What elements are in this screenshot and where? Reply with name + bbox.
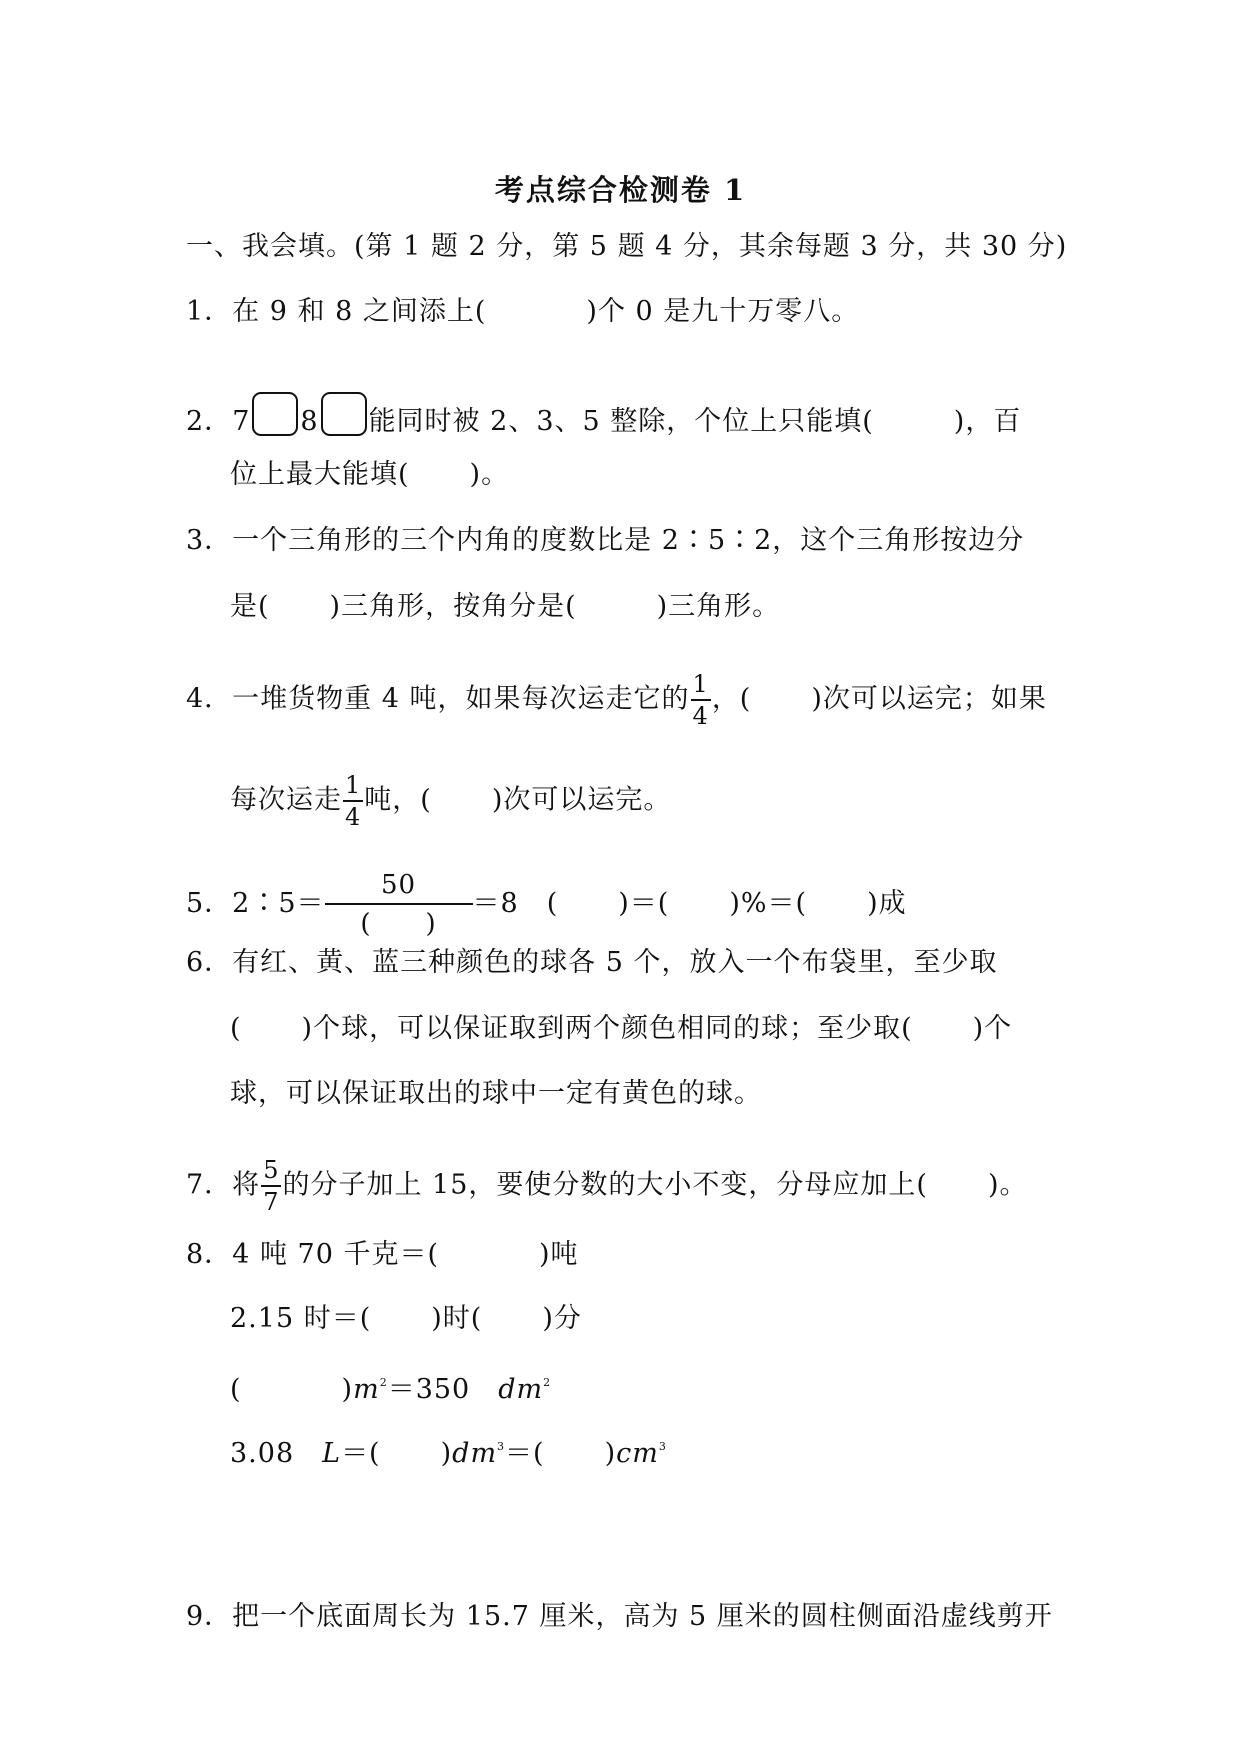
question-8-line-3 bbox=[230, 1366, 551, 1407]
q5-eq3: )%＝( bbox=[729, 888, 808, 919]
q8-l3-sup-2: 2 bbox=[543, 1376, 552, 1389]
q5-pre: 5．2∶5＝ bbox=[186, 888, 325, 919]
q2-digit-8: 8 bbox=[300, 406, 319, 437]
q3-line2-post: )三角形。 bbox=[656, 591, 781, 622]
question-2 bbox=[186, 392, 1021, 439]
question-1 bbox=[186, 295, 859, 329]
q2-number: 2． bbox=[186, 406, 233, 437]
q4-fraction-1-den: 4 bbox=[692, 702, 709, 730]
page-title: 考点综合检测卷 1 bbox=[494, 173, 747, 207]
q4-fraction-2 bbox=[343, 773, 363, 829]
question-6-line-2 bbox=[230, 1012, 1012, 1046]
q8-l4-close-paren-2: ) bbox=[604, 1438, 617, 1469]
q8-l4-unit-dm: dm bbox=[452, 1438, 498, 1469]
q8-l4-mid2: ＝( bbox=[505, 1438, 545, 1469]
q7-fraction bbox=[261, 1158, 281, 1214]
q1-text-pre: 1．在 9 和 8 之间添上( bbox=[186, 296, 487, 327]
question-2-line-2 bbox=[230, 458, 509, 492]
question-5 bbox=[186, 872, 907, 937]
q4-line2-mid: 吨，( bbox=[364, 784, 432, 816]
q8-l4-unit-l: L bbox=[322, 1438, 342, 1469]
q5-eq2: )＝( bbox=[618, 888, 670, 919]
q8-l3-mid: ＝350 bbox=[387, 1374, 499, 1405]
q4-line1-mid: ，( bbox=[711, 683, 752, 715]
q8-l4-sup-2: 3 bbox=[658, 1440, 667, 1453]
section-heading: 一、我会填。(第 1 题 2 分，第 5 题 4 分，其余每题 3 分，共 30 分) bbox=[186, 231, 1068, 262]
q6-line2-pre: ( bbox=[230, 1013, 242, 1044]
q8-l4-pre: 3.08 bbox=[230, 1438, 323, 1469]
q2-line2-post: )。 bbox=[469, 459, 510, 490]
q8-l2-post: )分 bbox=[542, 1303, 582, 1334]
q7-fraction-num: 5 bbox=[263, 1156, 280, 1184]
q3-line2-pre: 是( bbox=[230, 591, 270, 622]
fraction-bar bbox=[343, 800, 363, 802]
q5-fraction-num: 50 bbox=[381, 870, 417, 900]
q4-fraction-2-den: 4 bbox=[345, 803, 362, 831]
q2-line2-pre: 位上最大能填( bbox=[230, 459, 410, 490]
question-8-line-4 bbox=[230, 1430, 667, 1471]
q4-fraction-2-num: 1 bbox=[345, 771, 362, 799]
q7-post: )。 bbox=[987, 1169, 1028, 1201]
fraction-bar bbox=[325, 903, 473, 905]
question-3: 3．一个三角形的三个内角的度数比是 2∶5∶2，这个三角形按边分 bbox=[186, 525, 1025, 556]
q8-l3-sup-1: 2 bbox=[379, 1376, 388, 1389]
q5-eq4: )成 bbox=[867, 888, 907, 919]
question-6: 6．有红、黄、蓝三种颜色的球各 5 个，放入一个布袋里，至少取 bbox=[186, 947, 998, 978]
q5-fraction-den-blank[interactable]: ( ) bbox=[360, 909, 437, 939]
q2-text-end: )，百 bbox=[953, 406, 1022, 437]
q4-line2-post: )次可以运完。 bbox=[491, 784, 672, 816]
q2-text: 能同时被 2、3、5 整除，个位上只能填( bbox=[368, 406, 874, 437]
q8-l4-unit-cm: cm bbox=[616, 1438, 659, 1469]
q8-l4-mid1: ＝( bbox=[341, 1438, 381, 1469]
question-7 bbox=[186, 1158, 1028, 1214]
q2-hundreds-box[interactable] bbox=[252, 392, 298, 436]
q6-line2-post: )个 bbox=[972, 1013, 1013, 1044]
q4-line1-post: )次可以运完；如果 bbox=[811, 683, 1047, 715]
question-4-line-2 bbox=[230, 773, 671, 829]
q5-fraction bbox=[325, 872, 473, 937]
question-9: 9．把一个底面周长为 15.7 厘米，高为 5 厘米的圆柱侧面沿虚线剪开 bbox=[186, 1601, 1053, 1632]
q4-line1-pre: 4．一堆货物重 4 吨，如果每次运走它的 bbox=[186, 683, 690, 715]
q8-l3-close-paren: ) bbox=[341, 1374, 354, 1405]
question-4 bbox=[186, 672, 1047, 728]
q7-mid: 的分子加上 15，要使分数的大小不变，分母应加上( bbox=[282, 1169, 928, 1201]
q8-l3-unit-dm: dm bbox=[498, 1374, 544, 1405]
q8-l4-sup-1: 3 bbox=[497, 1440, 506, 1453]
q7-pre: 7．将 bbox=[186, 1169, 261, 1201]
q8-l4-close-paren-1: ) bbox=[440, 1438, 453, 1469]
q6-line2-mid: )个球，可以保证取到两个颜色相同的球；至少取( bbox=[301, 1013, 913, 1044]
q4-fraction-1-num: 1 bbox=[692, 670, 709, 698]
q5-eq1: ＝8 ( bbox=[472, 888, 559, 919]
q8-l3-unit-m: m bbox=[353, 1374, 380, 1405]
q4-fraction-1 bbox=[691, 672, 711, 728]
q2-ones-box[interactable] bbox=[321, 392, 367, 436]
q3-line2-mid: )三角形，按角分是( bbox=[329, 591, 577, 622]
q1-text-post: )个 0 是九十万零八。 bbox=[586, 296, 860, 327]
q8-l3-pre: ( bbox=[230, 1374, 242, 1405]
q2-digit-7: 7 bbox=[232, 406, 251, 437]
question-6-line-3: 球，可以保证取出的球中一定有黄色的球。 bbox=[230, 1078, 762, 1109]
q8-l1-post: )吨 bbox=[539, 1239, 579, 1270]
q8-l2-mid: )时( bbox=[431, 1303, 483, 1334]
fraction-bar bbox=[691, 699, 711, 701]
q8-l2-pre: 2.15 时＝( bbox=[230, 1303, 372, 1334]
question-8-line-2 bbox=[230, 1302, 582, 1336]
q8-l1-pre: 8．4 吨 70 千克＝( bbox=[186, 1239, 439, 1270]
fraction-bar bbox=[261, 1185, 281, 1187]
q7-fraction-den: 7 bbox=[263, 1188, 280, 1216]
q4-line2-pre: 每次运走 bbox=[230, 784, 342, 816]
question-8 bbox=[186, 1238, 579, 1272]
question-3-line-2 bbox=[230, 590, 780, 624]
